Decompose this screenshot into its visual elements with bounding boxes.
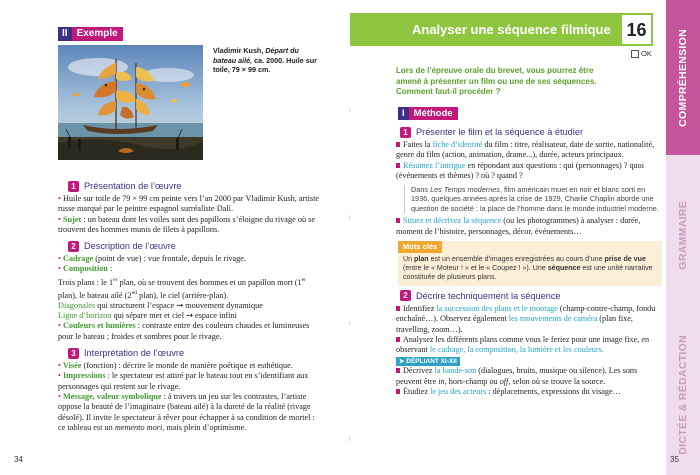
mots-cles-box — [398, 241, 662, 286]
couleurs-text: • Couleurs et lumières : contraste entre des couleurs chaudes et lumineuses pour le bateau ; froides et sombres pour le rivage. — [58, 321, 310, 341]
subhead-presentation — [68, 180, 320, 192]
page-number-right: 35 — [670, 455, 679, 464]
step2-bullet-acteurs: Étudiez le jeu des acteurs : déplacements, expressions du visage… — [396, 387, 662, 397]
depliant-reference-badge[interactable]: ➤ DÉPLIANT XI-XII — [396, 357, 460, 366]
square-bullet-icon — [396, 218, 400, 223]
chapter-number: 16 — [620, 13, 653, 46]
impressions-text: • Impressions : le spectateur est attiré par le bateau tout en s’identifiant aux personnages qui restent sur le rivage. — [58, 371, 309, 391]
mots-cles-heading: Mots clés — [398, 241, 442, 252]
section-number: I — [398, 107, 409, 120]
section-label: Exemple — [72, 27, 123, 41]
subhead-step1 — [400, 126, 662, 138]
subhead-number: 2 — [400, 290, 411, 301]
left-content — [58, 180, 320, 433]
subhead-interpretation — [68, 347, 320, 359]
step2-bullet-bandeson: Décrivez la bande-son (dialogues, bruits, musique ou silence). Les sons peuvent être in, hors-champ ou off, selon où se trouve la source. — [396, 366, 638, 386]
subhead-title: Description de l’œuvre — [84, 241, 176, 252]
tab-grammaire[interactable]: GRAMMAIRE — [666, 155, 700, 315]
ok-checkbox[interactable] — [631, 49, 652, 58]
page-number-left: 34 — [14, 455, 23, 464]
bullet-icon: • — [58, 391, 61, 401]
subhead-step2 — [400, 290, 662, 302]
step2-bullet-plans: Analysez les différents plans comme vous le feriez pour une image fixe, en observant le cadrage, la composition, la lumière et les couleurs. ➤ DÉPLIANT XI-XII — [396, 335, 650, 365]
subhead-number: 1 — [68, 181, 79, 192]
example-quote: Dans Les Temps modernes, film américain muet en noir et blanc sorti en 1936, quelques années après la crise de 1929, Charlie Chaplin aborde une question de société : la place de l’homme dans le monde industriel moderne. — [404, 185, 662, 214]
square-bullet-icon — [396, 163, 400, 168]
plans-text: Trois plans : le 1er plan, où se trouvent des hommes et un papillon mort (1er plan), le bateau ailé (2nd plan), le ciel (arrière-plan). — [58, 276, 306, 300]
subject-text: • Sujet : un bateau dont les voiles sont des papillons s’éloigne du rivage où se trouvent des hommes munis de filets à papillons. — [58, 214, 316, 234]
diagonales-text: Diagonales qui structurent l’espace ➞ mouvement dynamique — [58, 300, 263, 310]
subhead-title: Interprétation de l’œuvre — [84, 347, 185, 358]
painting-caption — [213, 46, 323, 75]
composition-text: • Composition : — [58, 264, 113, 274]
subhead-title: Présentation de l’œuvre — [84, 180, 182, 191]
section-label: Méthode — [409, 107, 458, 120]
mots-cles-body: Un plan est un ensemble d’images enregistrées au cours d’une prise de vue (entre le « Moteur ! » et le « Coupez ! »). Une séquence est une unité narrative constituée de plusieurs plans. — [403, 254, 653, 282]
bullet-icon: • — [58, 264, 61, 274]
caption-author: Vladimir Kush, — [213, 46, 264, 55]
presentation-text: • Huile sur toile de 79 × 99 cm peinte vers l’an 2000 par Vladimir Kush, artiste russe marqué par le peintre espagnol surréaliste Dalí. — [58, 194, 320, 214]
square-bullet-icon — [396, 142, 400, 147]
visee-text: • Visée (fonction) : décrire le monde de manière poétique et esthétique. — [58, 361, 293, 371]
bullet-icon: • — [58, 321, 61, 331]
message-text: • Message, valeur symbolique : à travers un jeu sur les contrastes, l’artiste oppose la beauté de l’imaginaire (bateau ailé) à la dureté de la réalité (rivage désolé). Il invite le spectateur à rêver pour échapper à sa condition de mortel : ce tableau est un memento mori, mais plein d’optimisme. — [58, 391, 315, 432]
square-bullet-icon — [396, 306, 400, 311]
subhead-number: 2 — [68, 241, 79, 252]
subhead-title: Présenter le film et la séquence à étudier — [416, 126, 583, 137]
painting-image — [58, 45, 203, 160]
step2-bullet-montage: Identifiez la succession des plans et le montage (champ-contre-champ, fondu enchaîné…). Observez également les mouvements de caméra (plan fixe, travelling, zoom…). — [396, 303, 656, 334]
bullet-icon: • — [58, 361, 61, 371]
tab-comprehension[interactable]: COMPRÉHENSION — [666, 0, 700, 155]
bullet-icon: • — [58, 371, 61, 381]
square-bullet-icon — [396, 337, 400, 342]
tab-dictee-redaction[interactable]: DICTÉE & RÉDACTION — [666, 315, 700, 475]
subhead-number: 3 — [68, 348, 79, 359]
bullet-icon: • — [58, 254, 61, 264]
caption-title: Départ du bateau ailé, — [213, 46, 299, 65]
caption-details: ca. 2000. Huile sur toile, 79 × 99 cm. — [213, 55, 317, 75]
bullet-icon: • — [58, 194, 61, 203]
square-bullet-icon — [396, 368, 400, 373]
subhead-title: Décrire techniquement la séquence — [416, 290, 561, 301]
ok-label: OK — [641, 49, 652, 58]
section-tag-exemple — [58, 27, 123, 41]
section-tag-methode — [398, 107, 458, 120]
bullet-icon: • — [58, 214, 61, 224]
cadrage-text: • Cadrage (point de vue) : vue frontale, depuis le rivage. — [58, 254, 247, 264]
right-content — [396, 126, 662, 398]
step1-bullet-intrigue: Résumez l’intrigue en répondant aux questions : qui (personnages) ? quoi (événements et thèmes) ? où ? quand ? — [396, 160, 645, 181]
subhead-description — [68, 240, 320, 252]
horizon-text: Ligne d’horizon qui sépare mer et ciel ➞ espace infini — [58, 311, 237, 321]
chapter-title: Analyser une séquence filmique — [412, 22, 611, 37]
square-bullet-icon — [396, 389, 400, 394]
section-number: II — [58, 27, 72, 41]
subhead-number: 1 — [400, 127, 411, 138]
step1-bullet-sequence: Situez et décrivez la séquence (ou les photogrammes) à analyser : durée, moment de l’histoire, personnages, décor, événements… — [396, 216, 641, 236]
intro-question: Lors de l’épreuve orale du brevet, vous pourrez être amené à présenter un film ou une de ses séquences. Comment faut-il procéder ? — [396, 66, 597, 97]
step1-bullet-identite: Faites la fiche d’identité du film : titre, réalisateur, date de sortie, nationalité, genre du film (action, animation, drame...), durée, acteurs principaux. — [396, 140, 655, 160]
right-page — [350, 0, 700, 475]
checkbox-icon[interactable] — [631, 50, 639, 58]
